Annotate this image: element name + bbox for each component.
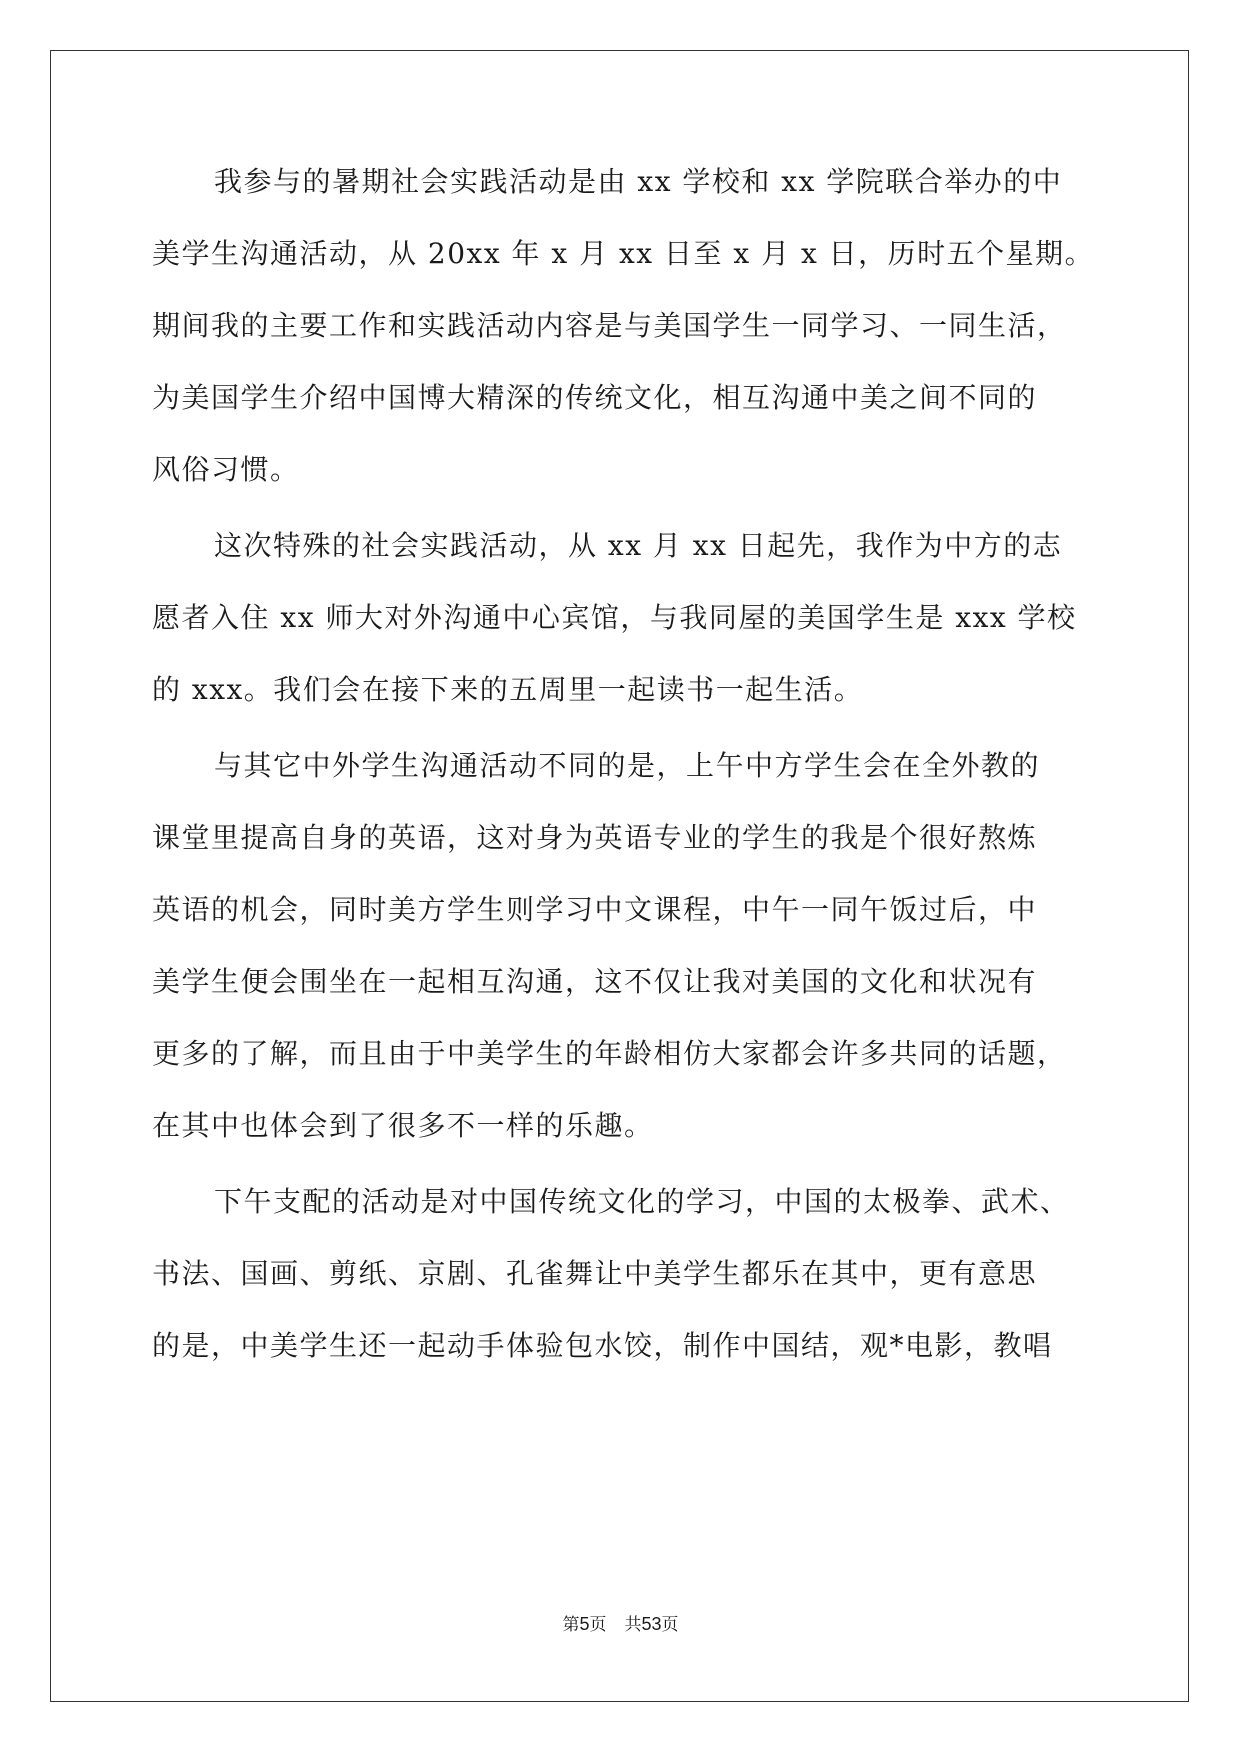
- text-line: 英语的机会，同时美方学生则学习中文课程，中午一同午饭过后，中: [152, 893, 1038, 926]
- text-line: 美学生便会围坐在一起相互沟通，这不仅让我对美国的文化和状况有: [152, 965, 1038, 998]
- text-line: 在其中也体会到了很多不一样的乐趣。: [152, 1109, 654, 1142]
- text-line: 下午支配的活动是对中国传统文化的学习，中国的太极拳、武术、: [214, 1185, 1070, 1218]
- text-line: 与其它中外学生沟通活动不同的是，上午中方学生会在全外教的: [214, 749, 1041, 782]
- total-suffix: 页: [661, 1615, 679, 1635]
- page-current: 5: [579, 1614, 590, 1634]
- text-line: 这次特殊的社会实践活动，从 xx 月 xx 日起先，我作为中方的志: [214, 529, 1063, 562]
- page-border: [50, 50, 1189, 1702]
- total-prefix: 共: [624, 1615, 642, 1635]
- page-prefix: 第: [562, 1615, 580, 1635]
- text-line: 风俗习惯。: [152, 453, 300, 486]
- page-footer: [0, 1612, 1241, 1637]
- text-line: 我参与的暑期社会实践活动是由 xx 学校和 xx 学院联合举办的中: [214, 165, 1063, 198]
- text-line: 愿者入住 xx 师大对外沟通中心宾馆，与我同屋的美国学生是 xxx 学校: [152, 601, 1077, 634]
- text-line: 的 xxx。我们会在接下来的五周里一起读书一起生活。: [152, 673, 864, 706]
- text-line: 书法、国画、剪纸、京剧、孔雀舞让中美学生都乐在其中，更有意思: [152, 1257, 1038, 1290]
- text-line: 更多的了解，而且由于中美学生的年龄相仿大家都会许多共同的话题，: [152, 1037, 1067, 1070]
- text-line: 美学生沟通活动，从 20xx 年 x 月 xx 日至 x 月 x 日，历时五个星期。: [152, 237, 1095, 270]
- text-line: 的是，中美学生还一起动手体验包水饺，制作中国结，观*电影，教唱: [152, 1329, 1053, 1362]
- page-total: 53: [641, 1614, 662, 1634]
- text-line: 期间我的主要工作和实践活动内容是与美国学生一同学习、一同生活，: [152, 309, 1067, 342]
- text-line: 课堂里提高自身的英语，这对身为英语专业的学生的我是个很好熬炼: [152, 821, 1038, 854]
- page-suffix: 页: [589, 1615, 607, 1635]
- text-line: 为美国学生介绍中国博大精深的传统文化，相互沟通中美之间不同的: [152, 381, 1038, 414]
